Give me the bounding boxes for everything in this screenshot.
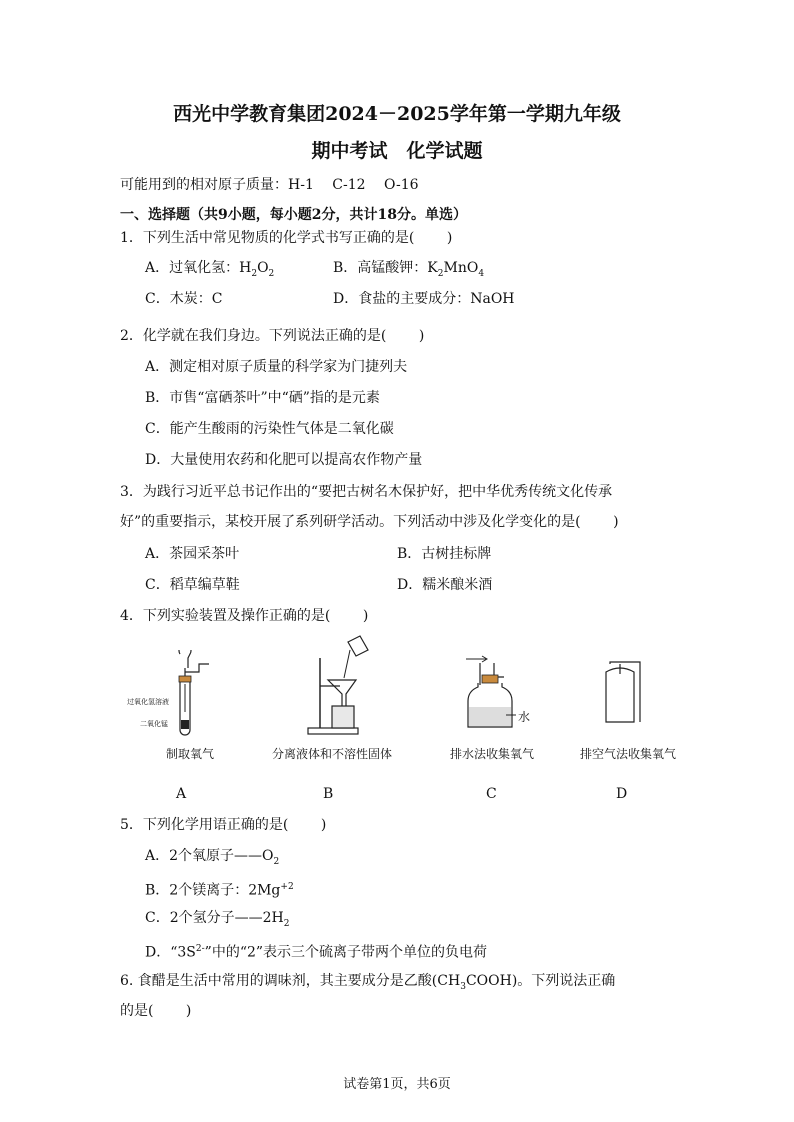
question-3-option-d: D．糯米酿米酒 (397, 577, 493, 593)
option-text: MnO (443, 260, 479, 276)
figure-c-caption: 排水法收集氧气 (450, 747, 535, 761)
question-2-option-a: A．测定相对原子质量的科学家为门捷列夫 (145, 359, 408, 375)
figure-b-caption: 分离液体和不溶性固体 (272, 747, 393, 761)
question-3-option-b: B．古树挂标牌 (397, 546, 492, 562)
option-text: C．2个氢分子——2H (145, 910, 284, 926)
figure-a-label-mno2: 二氧化锰 (140, 720, 168, 728)
option-text: A．2个氧原子——O (145, 848, 274, 864)
question-3-option-c: C．稻草编草鞋 (145, 577, 240, 593)
question-5-option-a (145, 846, 279, 872)
question-1-option-d: D．食盐的主要成分：NaOH (333, 291, 515, 307)
figure-c-water-label: 水 (518, 710, 531, 724)
question-2-option-c: C．能产生酸雨的污染性气体是二氧化碳 (145, 421, 394, 437)
question-3-stem-line2: 好”的重要指示，某校开展了系列研学活动。下列活动中涉及化学变化的是( ) (120, 514, 619, 530)
question-6-stem-line2: 的是( ) (120, 1003, 192, 1019)
figure-d-air-displacement (596, 660, 656, 735)
subscript: 2 (268, 268, 275, 279)
subscript: 2 (273, 856, 280, 867)
figure-a-caption: 制取氧气 (166, 747, 215, 761)
question-2-option-d: D．大量使用农药和化肥可以提高农作物产量 (145, 452, 423, 468)
figure-b-letter: B (323, 786, 334, 802)
figure-a-letter: A (176, 786, 187, 802)
question-2-option-b: B．市售“富硒茶叶”中“硒”指的是元素 (145, 390, 380, 406)
subscript: 2 (251, 268, 258, 279)
option-text: O (257, 260, 269, 276)
figure-b-filtration (300, 628, 380, 738)
option-text: B．高锰酸钾：K (333, 260, 438, 276)
stem-text: 6. 食醋是生活中常用的调味剂，其主要成分是乙酸(CH (120, 973, 461, 989)
question-6-stem-line1 (120, 971, 615, 997)
question-5-option-d (145, 939, 487, 963)
figure-c-letter: C (486, 786, 497, 802)
question-3-option-a: A．茶园采茶叶 (145, 546, 240, 562)
question-5-stem: 5．下列化学用语正确的是( ) (120, 817, 327, 833)
question-5-option-c (145, 908, 289, 934)
subscript: 3 (460, 981, 466, 992)
subscript: 2 (437, 268, 444, 279)
option-text: B．2个镁离子：2Mg (145, 882, 281, 899)
subscript: 2 (283, 918, 290, 929)
question-1-option-c: C．木炭：C (145, 291, 223, 307)
stem-text: COOH)。下列说法正确 (465, 973, 616, 989)
figure-d-letter: D (616, 786, 628, 802)
option-text: ”中的“2”表示三个硫离子带两个单位的负电荷 (204, 944, 488, 961)
page-footer: 试卷第1页，共6页 (343, 1077, 451, 1092)
question-1-option-a (145, 258, 274, 284)
option-text: D．“3S (145, 944, 196, 961)
superscript: 2- (195, 944, 205, 954)
subscript: 4 (478, 268, 485, 279)
question-5-option-b (145, 877, 294, 901)
superscript: +2 (280, 882, 294, 892)
question-2-stem: 2．化学就在我们身边。下列说法正确的是( ) (120, 328, 425, 344)
option-text: A．过氧化氢：H (145, 260, 252, 276)
exam-title-line1: 西光中学教育集团2024－2025学年第一学期九年级 (173, 103, 621, 125)
question-1-stem: 1．下列生活中常见物质的化学式书写正确的是( ) (120, 230, 453, 246)
section-heading-choice: 一、选择题（共9小题，每小题2分，共计18分。单选） (120, 207, 467, 223)
figure-a-label-h2o2: 过氧化氢溶液 (127, 698, 169, 706)
question-3-stem-line1: 3．为践行习近平总书记作出的“要把古树名木保护好，把中华优秀传统文化传承 (120, 484, 613, 500)
question-1-option-b (333, 258, 484, 284)
atomic-mass-info: 可能用到的相对原子质量：H-1 C-12 O-16 (120, 177, 419, 193)
figure-d-caption: 排空气法收集氧气 (580, 747, 677, 761)
question-4-stem: 4．下列实验装置及操作正确的是( ) (120, 608, 369, 624)
exam-title-line2: 期中考试 化学试题 (311, 140, 483, 162)
